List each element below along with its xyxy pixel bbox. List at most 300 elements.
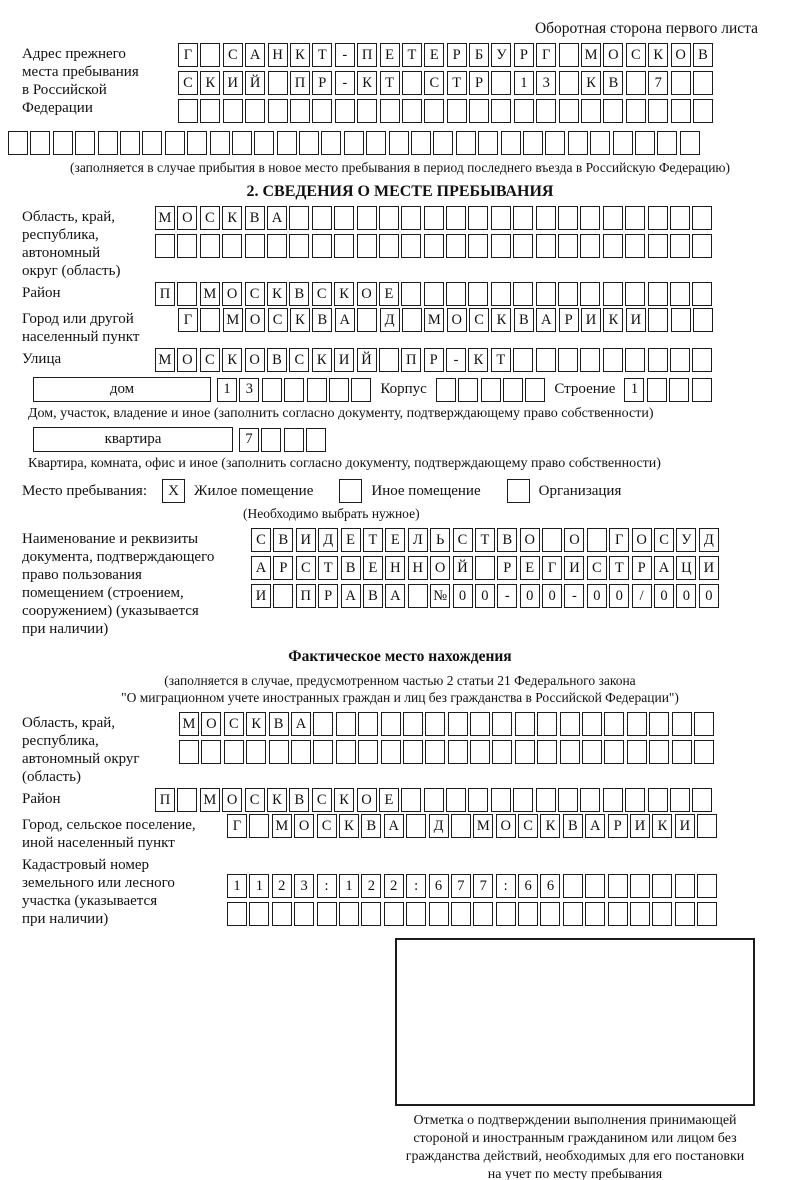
char-box: В (361, 814, 381, 838)
char-box (200, 43, 220, 67)
char-box (559, 43, 579, 67)
char-box: 6 (429, 874, 449, 898)
char-box: К (290, 43, 310, 67)
char-box (446, 788, 466, 812)
char-box (558, 348, 578, 372)
char-box (120, 131, 140, 155)
field-city (0, 308, 800, 346)
char-box (446, 282, 466, 306)
char-box: К (267, 788, 287, 812)
actual-region-row-2 (179, 740, 714, 764)
char-box: 1 (339, 874, 359, 898)
prev-address-note: (заполняется в случае прибытия в новое место пребывания в период последнего въезда в Российскую Федерацию) (69, 160, 731, 175)
house-number-cells (217, 378, 371, 402)
char-box (389, 131, 409, 155)
char-box (179, 740, 199, 764)
char-box (75, 131, 95, 155)
char-box: 3 (294, 874, 314, 898)
char-box: С (626, 43, 646, 67)
char-box (604, 740, 624, 764)
char-box (30, 131, 50, 155)
char-box: С (268, 308, 288, 332)
char-box (294, 902, 314, 926)
char-box: А (384, 814, 404, 838)
char-box: / (632, 584, 652, 608)
char-box (590, 131, 610, 155)
char-box (501, 131, 521, 155)
char-box: В (245, 206, 265, 230)
char-box (468, 234, 488, 258)
char-box: Т (447, 71, 467, 95)
char-box: А (385, 584, 405, 608)
char-box (491, 788, 511, 812)
char-box: 1 (624, 378, 644, 402)
apartment-cells (239, 428, 326, 452)
char-box (429, 902, 449, 926)
char-box (223, 99, 243, 123)
char-box: В (563, 814, 583, 838)
char-box (335, 99, 355, 123)
char-box (675, 874, 695, 898)
stay-type-note: (Необходимо выбрать нужное) (243, 506, 420, 521)
city-row (178, 308, 713, 332)
section2-title: 2. СВЕДЕНИЯ О МЕСТЕ ПРЕБЫВАНИЯ (246, 183, 554, 200)
char-box: Р (497, 556, 517, 580)
char-box (626, 99, 646, 123)
char-box: К (312, 348, 332, 372)
char-box (669, 378, 689, 402)
char-box: 7 (451, 874, 471, 898)
char-box (536, 99, 556, 123)
char-box (694, 712, 714, 736)
char-box (155, 234, 175, 258)
char-box: С (587, 556, 607, 580)
char-box (587, 528, 607, 552)
field-house (33, 377, 800, 402)
char-box (491, 99, 511, 123)
char-box (245, 99, 265, 123)
char-box: К (222, 206, 242, 230)
char-box (697, 902, 717, 926)
char-box (625, 788, 645, 812)
char-box: К (290, 308, 310, 332)
char-box: Р (559, 308, 579, 332)
char-box (670, 788, 690, 812)
char-box: Р (447, 43, 467, 67)
char-box (692, 378, 712, 402)
char-box: С (317, 814, 337, 838)
char-box: Р (424, 348, 444, 372)
cadastral-label: Кадастровый номер земельного или лесного участка (указывается при наличии) (22, 857, 175, 927)
char-box: К (222, 348, 242, 372)
char-box (627, 740, 647, 764)
cadastral-row-1 (227, 874, 717, 898)
char-box: 0 (520, 584, 540, 608)
char-box: Л (408, 528, 428, 552)
char-box (630, 902, 650, 926)
char-box (492, 740, 512, 764)
checkbox-organization (507, 479, 530, 503)
field-cadastral-number (0, 854, 800, 930)
actual-region-label: Область, край, республика, автономный округ (область) (22, 715, 140, 785)
char-box: О (177, 206, 197, 230)
char-box: Ь (430, 528, 450, 552)
char-box (384, 902, 404, 926)
char-box: М (223, 308, 243, 332)
char-box (424, 206, 444, 230)
char-box: : (317, 874, 337, 898)
char-box: Р (273, 556, 293, 580)
char-box: 7 (648, 71, 668, 95)
char-box: К (267, 282, 287, 306)
region-rows (155, 206, 712, 262)
char-box (227, 902, 247, 926)
char-box (537, 740, 557, 764)
actual-city-row (227, 814, 717, 838)
char-box (648, 206, 668, 230)
char-box (491, 282, 511, 306)
char-box (245, 234, 265, 258)
char-box (671, 99, 691, 123)
char-box: Й (453, 556, 473, 580)
char-box (261, 428, 281, 452)
char-box: Б (469, 43, 489, 67)
stamp-box (395, 938, 755, 1106)
char-box (536, 788, 556, 812)
char-box: К (491, 308, 511, 332)
char-box: 7 (473, 874, 493, 898)
char-box: Р (318, 584, 338, 608)
char-box: В (289, 282, 309, 306)
char-box: К (468, 348, 488, 372)
char-box (518, 902, 538, 926)
char-box (568, 131, 588, 155)
char-box (559, 71, 579, 95)
checkbox-other-premises (339, 479, 362, 503)
char-box: О (357, 282, 377, 306)
char-box (475, 556, 495, 580)
char-box (692, 788, 712, 812)
char-box: 6 (518, 874, 538, 898)
char-box: К (357, 71, 377, 95)
char-box: О (201, 712, 221, 736)
char-box: В (312, 308, 332, 332)
char-box: А (251, 556, 271, 580)
char-box (468, 206, 488, 230)
char-box (652, 902, 672, 926)
char-box (277, 131, 297, 155)
char-box (284, 428, 304, 452)
char-box: С (251, 528, 271, 552)
char-box (246, 740, 266, 764)
document-row-1 (251, 528, 719, 552)
char-box: А (335, 308, 355, 332)
char-box (585, 902, 605, 926)
char-box: 0 (676, 584, 696, 608)
char-box (339, 902, 359, 926)
char-box (446, 206, 466, 230)
char-box: Р (469, 71, 489, 95)
char-box (560, 740, 580, 764)
char-box (648, 788, 668, 812)
char-box: - (335, 43, 355, 67)
char-box: С (200, 206, 220, 230)
char-box (321, 131, 341, 155)
char-box (334, 234, 354, 258)
char-box: И (334, 348, 354, 372)
char-box (536, 348, 556, 372)
char-box: М (200, 788, 220, 812)
char-box: Г (536, 43, 556, 67)
city-label: Город или другой населенный пункт (22, 311, 140, 345)
char-box (560, 712, 580, 736)
char-box: И (564, 556, 584, 580)
char-box: И (296, 528, 316, 552)
char-box (693, 308, 713, 332)
char-box (559, 99, 579, 123)
char-box (401, 282, 421, 306)
char-box (470, 740, 490, 764)
field-district (0, 282, 800, 306)
char-box (401, 234, 421, 258)
prev-address-row-2 (178, 71, 713, 95)
char-box: К (200, 71, 220, 95)
char-box: Г (227, 814, 247, 838)
char-box (580, 206, 600, 230)
char-box (425, 740, 445, 764)
char-box: 0 (699, 584, 719, 608)
char-box (165, 131, 185, 155)
char-box (670, 348, 690, 372)
char-box: О (632, 528, 652, 552)
char-box: 1 (227, 874, 247, 898)
char-box (608, 902, 628, 926)
char-box (468, 788, 488, 812)
field-street (0, 348, 800, 372)
char-box: Н (408, 556, 428, 580)
char-box (284, 378, 304, 402)
char-box (491, 206, 511, 230)
char-box (249, 902, 269, 926)
char-box (537, 712, 557, 736)
char-box (451, 902, 471, 926)
field-prev-address (0, 43, 800, 127)
char-box: П (296, 584, 316, 608)
char-box: - (335, 71, 355, 95)
char-box: В (363, 584, 383, 608)
korpus-label: Корпус (380, 381, 427, 397)
char-box (670, 206, 690, 230)
char-box (635, 131, 655, 155)
char-box (625, 206, 645, 230)
apartment-note: Квартира, комната, офис и иное (заполнить согласно документу, подтверждающему право собственности) (28, 456, 661, 471)
char-box: П (401, 348, 421, 372)
char-box: № (430, 584, 450, 608)
char-box (424, 234, 444, 258)
char-box (402, 71, 422, 95)
char-box: И (630, 814, 650, 838)
char-box: Т (363, 528, 383, 552)
char-box: С (424, 71, 444, 95)
char-box (306, 428, 326, 452)
char-box: К (246, 712, 266, 736)
char-box: М (581, 43, 601, 67)
char-box: С (453, 528, 473, 552)
char-box (558, 282, 578, 306)
char-box (469, 99, 489, 123)
char-box (513, 348, 533, 372)
apartment-type-box: квартира (33, 427, 233, 452)
char-box (357, 99, 377, 123)
char-box: 1 (217, 378, 237, 402)
char-box (545, 131, 565, 155)
char-box: К (648, 43, 668, 67)
char-box (626, 71, 646, 95)
char-box (313, 740, 333, 764)
char-box: - (564, 584, 584, 608)
char-box: И (581, 308, 601, 332)
char-box: К (652, 814, 672, 838)
char-box (436, 378, 456, 402)
char-box: О (564, 528, 584, 552)
char-box: К (339, 814, 359, 838)
char-box: В (267, 348, 287, 372)
char-box: И (675, 814, 695, 838)
char-box (515, 712, 535, 736)
char-box (580, 788, 600, 812)
char-box (470, 712, 490, 736)
char-box (582, 740, 602, 764)
char-box (357, 234, 377, 258)
char-box: Т (318, 556, 338, 580)
cadastral-row-2 (227, 902, 717, 926)
char-box (317, 902, 337, 926)
prev-address-row-4 (0, 131, 800, 155)
char-box (603, 348, 623, 372)
street-label: Улица (22, 351, 62, 367)
char-box (536, 282, 556, 306)
char-box: Г (542, 556, 562, 580)
char-box (344, 131, 364, 155)
char-box (627, 712, 647, 736)
char-box: Т (491, 348, 511, 372)
field-stay-type (0, 479, 800, 503)
char-box (613, 131, 633, 155)
char-box: Д (429, 814, 449, 838)
option-other-label: Иное помещение (371, 482, 481, 499)
document-label: Наименование и реквизиты документа, подтверждающего право пользования помещением (строением, сооружением) (указывается при наличии) (22, 531, 215, 637)
region-row-1 (155, 206, 712, 230)
char-box: 2 (384, 874, 404, 898)
char-box (652, 874, 672, 898)
char-box (269, 740, 289, 764)
char-box (312, 234, 332, 258)
char-box (582, 712, 602, 736)
prev-address-rows (178, 43, 713, 127)
char-box (558, 234, 578, 258)
char-box: С (469, 308, 489, 332)
char-box (647, 378, 667, 402)
char-box (558, 788, 578, 812)
document-row-2 (251, 556, 719, 580)
char-box: М (179, 712, 199, 736)
char-box (649, 712, 669, 736)
char-box (447, 99, 467, 123)
char-box (53, 131, 73, 155)
char-box: О (603, 43, 623, 67)
korpus-cells (436, 378, 546, 402)
char-box: С (245, 282, 265, 306)
char-box (492, 712, 512, 736)
char-box (268, 71, 288, 95)
char-box (672, 712, 692, 736)
char-box (177, 234, 197, 258)
district-label: Район (22, 285, 61, 301)
char-box (608, 874, 628, 898)
char-box: Т (380, 71, 400, 95)
char-box (540, 902, 560, 926)
char-box: Е (385, 528, 405, 552)
char-box: К (581, 71, 601, 95)
char-box (675, 902, 695, 926)
char-box: С (296, 556, 316, 580)
char-box (536, 234, 556, 258)
char-box (581, 99, 601, 123)
char-box (523, 131, 543, 155)
char-box: 2 (272, 874, 292, 898)
prev-address-label: Адрес прежнего места пребывания в Российской Федерации (22, 46, 139, 116)
char-box: 0 (475, 584, 495, 608)
char-box (672, 740, 692, 764)
char-box (312, 206, 332, 230)
street-row (155, 348, 712, 372)
char-box (357, 206, 377, 230)
field-apartment (33, 427, 800, 452)
char-box: Г (609, 528, 629, 552)
char-box: Т (402, 43, 422, 67)
char-box (249, 814, 269, 838)
char-box (329, 378, 349, 402)
char-box (671, 308, 691, 332)
char-box (273, 584, 293, 608)
char-box: О (496, 814, 516, 838)
char-box (336, 712, 356, 736)
char-box (336, 740, 356, 764)
char-box (178, 99, 198, 123)
char-box (580, 348, 600, 372)
region-row-2 (155, 234, 712, 258)
char-box: О (177, 348, 197, 372)
char-box (210, 131, 230, 155)
char-box (648, 234, 668, 258)
char-box: Й (245, 71, 265, 95)
char-box: 1 (514, 71, 534, 95)
char-box: Р (312, 71, 332, 95)
stamp-caption: Отметка о подтверждении выполнения принимающей стороной и иностранным гражданином или лицом без гражданства действий, необходимых для его постановки на учет по месту пребывания (405, 1113, 745, 1180)
char-box (142, 131, 162, 155)
char-box: 1 (249, 874, 269, 898)
char-box: 2 (361, 874, 381, 898)
char-box (446, 234, 466, 258)
prev-address-row-3 (178, 99, 713, 123)
house-type-box: дом (33, 377, 211, 402)
document-row-3 (251, 584, 719, 608)
page-side-note: Оборотная сторона первого листа (534, 20, 758, 37)
char-box: М (424, 308, 444, 332)
char-box (580, 282, 600, 306)
char-box (525, 378, 545, 402)
char-box (468, 282, 488, 306)
